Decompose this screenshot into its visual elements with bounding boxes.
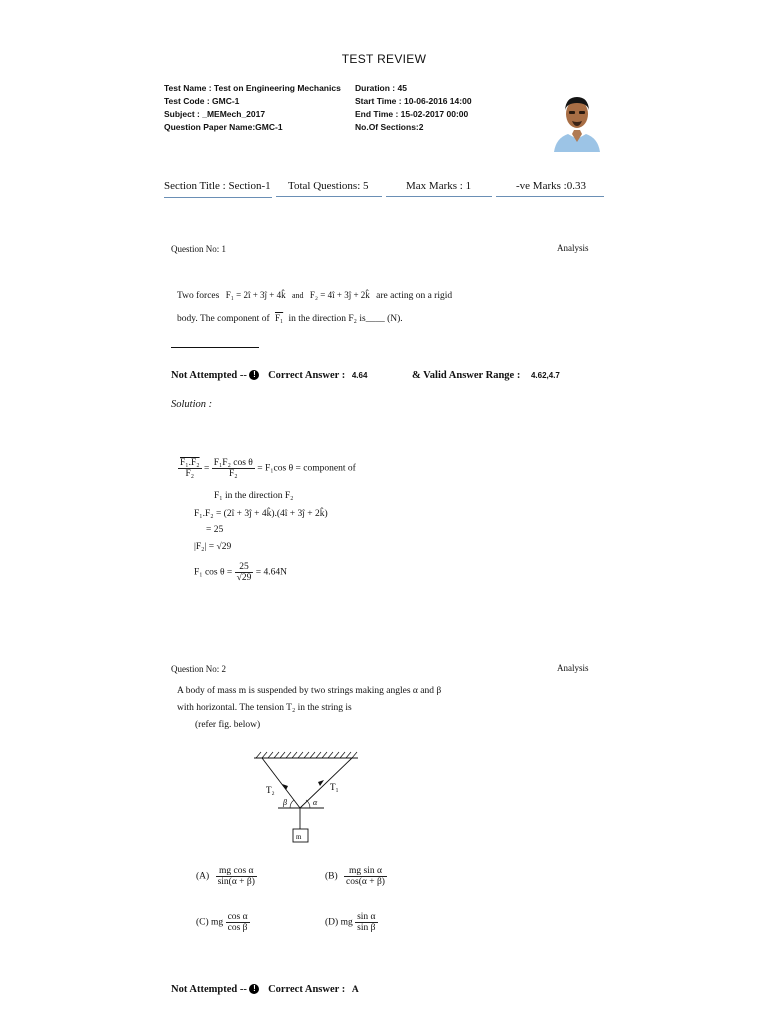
test-meta-right (355, 82, 472, 134)
question-1-line-1: Two forces F₁ = 2î + 3ĵ + 4k̂ and F₂ = 4î + 3ĵ + 2k̂ are acting on a rigid (177, 290, 453, 301)
tension-t1-label: T₁ (330, 782, 339, 792)
question-2-line-1: A body of mass m is suspended by two strings making angles α and β (177, 686, 442, 696)
solution-line-1: $\frac{\text{F₁.F₂}}{\text{F₂}}$ = $\frac{\text{F₁F₂ cos θ}}{\text{F₂}}$ = F₁cos θ = component of (180, 458, 356, 479)
exclamation-icon: ! (249, 370, 259, 380)
no-of-sections: No.Of Sections:2 (355, 122, 424, 132)
question-1-analysis-link[interactable]: Analysis (557, 243, 589, 253)
suspended-mass-figure (248, 750, 368, 850)
duration: Duration : 45 (355, 83, 407, 93)
attempt-status: Not Attempted -- (171, 370, 247, 381)
correct-answer-value: 4.64 (351, 371, 368, 380)
option-d[interactable]: (D) mg $\frac{\text{sin α}}{\text{sin β}}$ (325, 912, 376, 933)
question-paper-name: Question Paper Name:GMC-1 (164, 122, 283, 132)
option-b[interactable]: (B) $\frac{\text{mg sin α}}{\cos(\alpha + \beta)}$ (325, 866, 385, 887)
valid-range-value: 4.62,4.7 (530, 371, 560, 380)
option-a[interactable]: (A) $\frac{\text{mg cos α}}{\sin(\alpha + \beta)}$ (196, 866, 255, 887)
solution-line-2: F₁ in the direction F₂ (214, 491, 294, 501)
section-bar (164, 180, 604, 200)
answer-underline (171, 347, 259, 348)
test-meta-left (164, 82, 341, 134)
subject: Subject : _MEMech_2017 (164, 109, 266, 119)
test-name: Test Name : Test on Engineering Mechanics (164, 83, 341, 93)
question-2-analysis-link[interactable]: Analysis (557, 663, 589, 673)
negative-marks: -ve Marks :0.33 (496, 180, 604, 197)
beta-angle-label: β (283, 798, 287, 807)
start-time: Start Time : 10-06-2016 14:00 (355, 96, 472, 106)
question-2-line-3: (refer fig. below) (195, 720, 261, 730)
tension-t2-label: T₂ (266, 785, 275, 795)
test-code: Test Code : GMC-1 (164, 96, 240, 106)
solution-line-4: = 25 (206, 525, 224, 535)
end-time: End Time : 15-02-2017 00:00 (355, 109, 469, 119)
solution-line-3: F₁.F₂ = (2î + 3ĵ + 4k̂).(4î + 3ĵ + 2k̂) (194, 509, 328, 519)
force-f1-expression: F₁ = 2î + 3ĵ + 4k̂ (225, 290, 286, 300)
total-questions: Total Questions: 5 (276, 180, 382, 197)
solution-label: Solution : (171, 399, 213, 410)
solution-line-6: F₁ cos θ = $\frac{25}{√29}$ = 4.64N (194, 562, 287, 583)
page-title: TEST REVIEW (341, 52, 427, 66)
solution-line-5: |F₂| = √29 (194, 542, 232, 552)
question-2-line-2: with horizontal. The tension T₂ in the string is (177, 703, 352, 713)
question-2-status-row: Not Attempted -- ! Correct Answer : A (171, 984, 359, 995)
valid-range-row: & Valid Answer Range : 4.62,4.7 (412, 370, 560, 381)
correct-answer-value: A (351, 985, 359, 995)
option-c[interactable]: (C) mg $\frac{\text{cos α}}{\text{cos β}}$ (196, 912, 248, 933)
section-title: Section Title : Section-1 (164, 180, 272, 198)
alpha-angle-label: α (313, 798, 318, 807)
mass-label: m (296, 833, 302, 841)
question-2-label: Question No: 2 (171, 664, 226, 674)
max-marks: Max Marks : 1 (386, 180, 492, 197)
candidate-photo (552, 84, 602, 152)
question-1-line-2: body. The component of F₁ in the direction F₂ is____ (N). (177, 313, 403, 324)
force-f2-expression: F₂ = 4î + 3ĵ + 2k̂ (309, 290, 370, 300)
question-1-status-row: Not Attempted -- ! Correct Answer : 4.64 (171, 370, 368, 381)
attempt-status: Not Attempted -- (171, 984, 247, 995)
question-1-label: Question No: 1 (171, 244, 226, 254)
exclamation-icon: ! (249, 984, 259, 994)
